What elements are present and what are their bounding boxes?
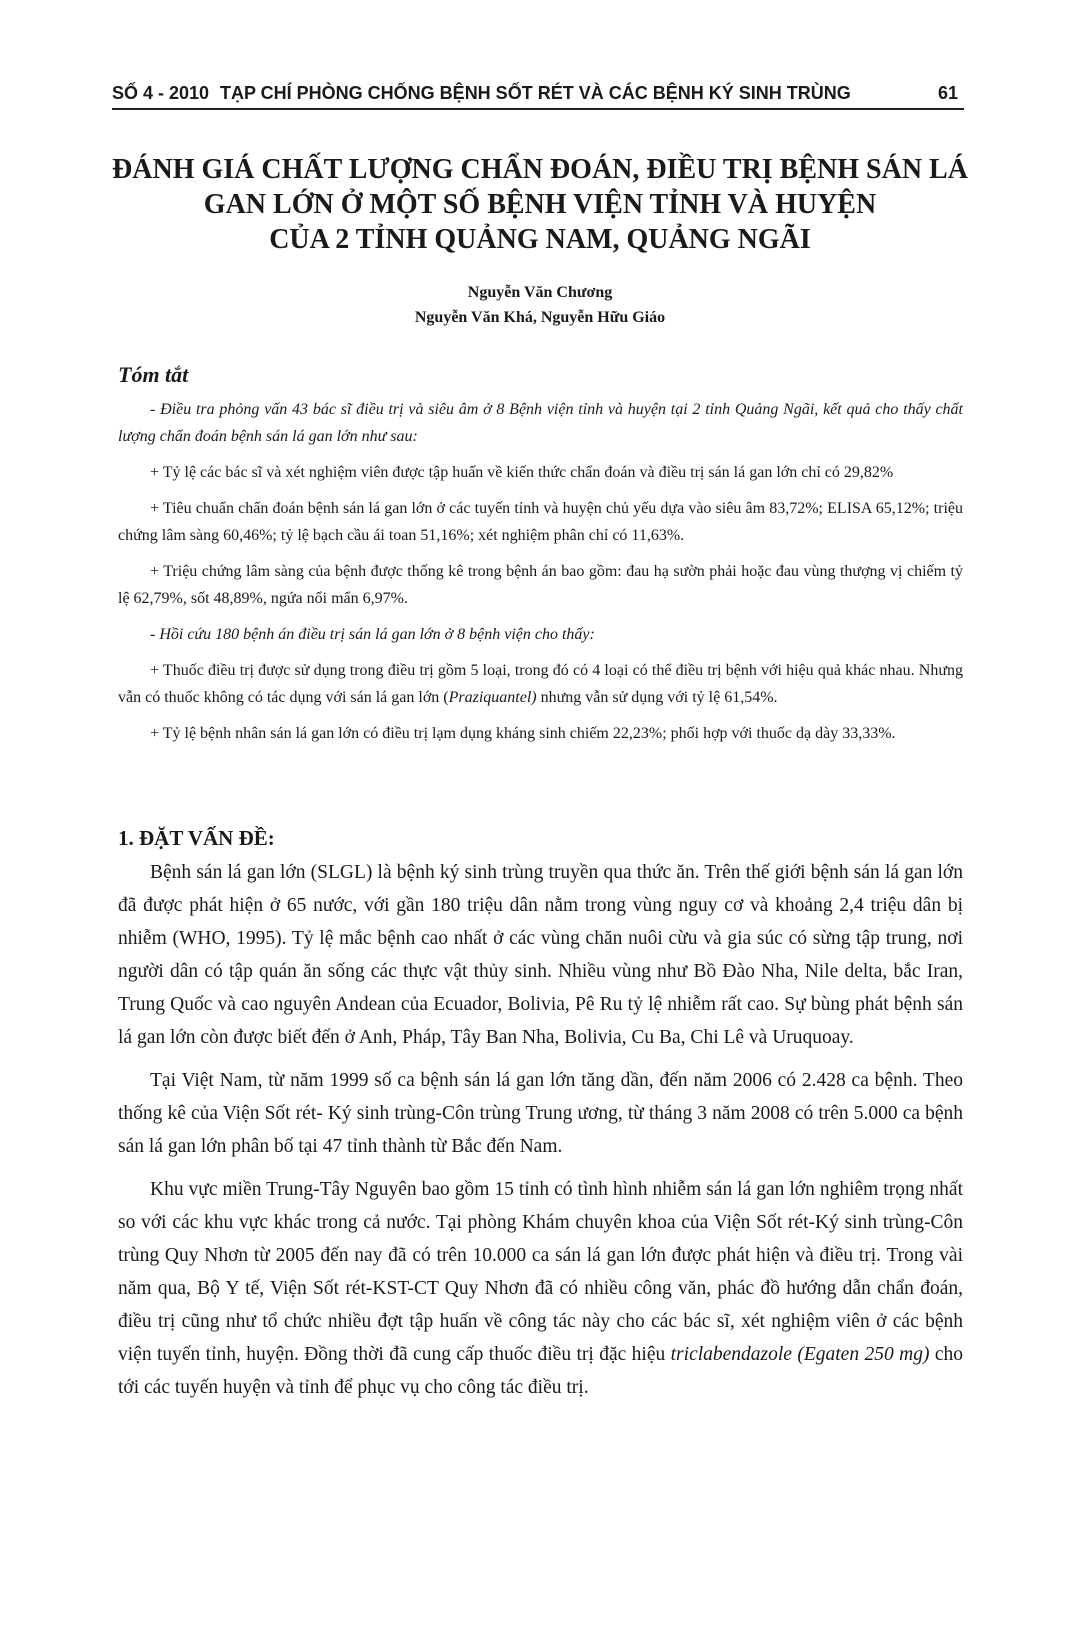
body-paragraph: Bệnh sán lá gan lớn (SLGL) là bệnh ký sinh trùng truyền qua thức ăn. Trên thế giới bệnh sán lá gan lớn đã được phát hiện ở 65 nước, với gần 180 triệu dân nằm trong vùng nguy cơ và khoảng 2,4 triệu dân bị nhiễm (WHO, 1995). Tỷ lệ mắc bệnh cao nhất ở các vùng chăn nuôi cừu và gia súc có sừng tập trung, nơi người dân có tập quán ăn sống các thực vật thủy sinh. Nhiều vùng như Bồ Đào Nha, Nile delta, bắc Iran, Trung Quốc và cao nguyên Andean của Ecuador, Bolivia, Pê Ru tỷ lệ nhiễm rất cao. Sự bùng phát bệnh sán lá gan lớn còn được biết đến ở Anh, Pháp, Tây Ban Nha, Bolivia, Cu Ba, Chi Lê và Uruquoay. xyxy=(118,862,963,1048)
abstract xyxy=(118,396,963,756)
abstract-paragraph: - Điều tra phỏng vấn 43 bác sĩ điều trị và siêu âm ở 8 Bệnh viện tỉnh và huyện tại 2 tỉnh Quảng Ngãi, kết quả cho thấy chất lượng chẩn đoán bệnh sán lá gan lớn như sau: xyxy=(118,401,963,445)
text: + Thuốc điều trị được sử dụng trong điều trị gồm 5 loại, trong đó có 4 loại có thể điều trị bệnh với hiệu quả khác nhau. Nhưng vẫn có thuốc không có tác dụng với sán lá gan lớn ( xyxy=(118,662,963,706)
title-line: GAN LỚN Ở MỘT SỐ BỆNH VIỆN TỈNH VÀ HUYỆN xyxy=(203,189,877,220)
drug-name: triclabendazole (Egaten 250 mg) xyxy=(670,1344,930,1365)
abstract-paragraph: + Tỷ lệ các bác sĩ và xét nghiệm viên được tập huấn về kiến thức chẩn đoán và điều trị sán lá gan lớn chỉ có 29,82% xyxy=(150,464,894,481)
body-paragraph: Tại Việt Nam, từ năm 1999 số ca bệnh sán lá gan lớn tăng dần, đến năm 2006 có 2.428 ca bệnh. Theo thống kê của Viện Sốt rét- Ký sinh trùng-Côn trùng Trung ương, từ tháng 3 năm 2008 có trên 5.000 ca bệnh sán lá gan lớn phân bố tại 47 tỉnh thành từ Bắc đến Nam. xyxy=(118,1070,963,1157)
title-line: CỦA 2 TỈNH QUẢNG NAM, QUẢNG NGÃI xyxy=(269,224,811,255)
authors xyxy=(100,280,980,330)
abstract-paragraph: + Tỷ lệ bệnh nhân sán lá gan lớn có điều trị lạm dụng kháng sinh chiếm 22,23%; phối hợp với thuốc dạ dày 33,33%. xyxy=(150,725,896,742)
section-heading: 1. ĐẶT VẤN ĐỀ: xyxy=(118,826,275,850)
abstract-heading: Tóm tắt xyxy=(118,362,189,387)
text: nhưng vẫn sử dụng với tỷ lệ 61,54%. xyxy=(536,689,778,706)
section-body xyxy=(118,856,963,1414)
article-title xyxy=(100,152,980,257)
page-number: 61 xyxy=(937,83,958,103)
journal-name: TẠP CHÍ PHÒNG CHỐNG BỆNH SỐT RÉT VÀ CÁC BỆNH KÝ SINH TRÙNG xyxy=(220,83,851,103)
author-line: Nguyễn Văn Khá, Nguyễn Hữu Giáo xyxy=(414,309,666,326)
running-header xyxy=(112,78,964,110)
issue-number: SỐ 4 - 2010 xyxy=(112,83,210,103)
text: cho tới các tuyến huyện và tỉnh để phục vụ cho công tác điều trị. xyxy=(118,1344,964,1398)
drug-name: Praziquantel) xyxy=(448,689,537,706)
body-paragraph xyxy=(118,1173,963,1404)
abstract-paragraph: + Triệu chứng lâm sàng của bệnh được thống kê trong bệnh án bao gồm: đau hạ sườn phải hoặc đau vùng thượng vị chiếm tỷ lệ 62,79%, sốt 48,89%, ngứa nổi mẩn 6,97%. xyxy=(118,563,963,607)
title-line: ĐÁNH GIÁ CHẤT LƯỢNG CHẨN ĐOÁN, ĐIỀU TRỊ BỆNH SÁN LÁ xyxy=(112,154,968,185)
abstract-paragraph xyxy=(118,657,963,711)
abstract-paragraph: + Tiêu chuẩn chẩn đoán bệnh sán lá gan lớn ở các tuyến tỉnh và huyện chủ yếu dựa vào siêu âm 83,72%; ELISA 65,12%; triệu chứng lâm sàng 60,46%; tỷ lệ bạch cầu ái toan 51,16%; xét nghiệm phân chỉ có 11,63%. xyxy=(118,500,963,544)
author-line: Nguyễn Văn Chương xyxy=(467,284,613,301)
text: Khu vực miền Trung-Tây Nguyên bao gồm 15 tỉnh có tình hình nhiễm sán lá gan lớn nghiêm trọng nhất so với các khu vực khác trong cả nước. Tại phòng Khám chuyên khoa của Viện Sốt rét-Ký sinh trùng-Côn trùng Quy Nhơn từ 2005 đến nay đã có trên 10.000 ca sán lá gan lớn được phát hiện và điều trị. Trong vài năm qua, Bộ Y tế, Viện Sốt rét-KST-CT Quy Nhơn đã có nhiều công văn, phác đồ hướng dẫn chẩn đoán, điều trị cũng như tổ chức nhiều đợt tập huấn về công tác này cho các bác sĩ, xét nghiệm viên ở các bệnh viện tuyến tỉnh, huyện. Đồng thời đã cung cấp thuốc điều trị đặc hiệu xyxy=(118,1179,963,1365)
abstract-paragraph: - Hồi cứu 180 bệnh án điều trị sán lá gan lớn ở 8 bệnh viện cho thấy: xyxy=(150,626,595,643)
